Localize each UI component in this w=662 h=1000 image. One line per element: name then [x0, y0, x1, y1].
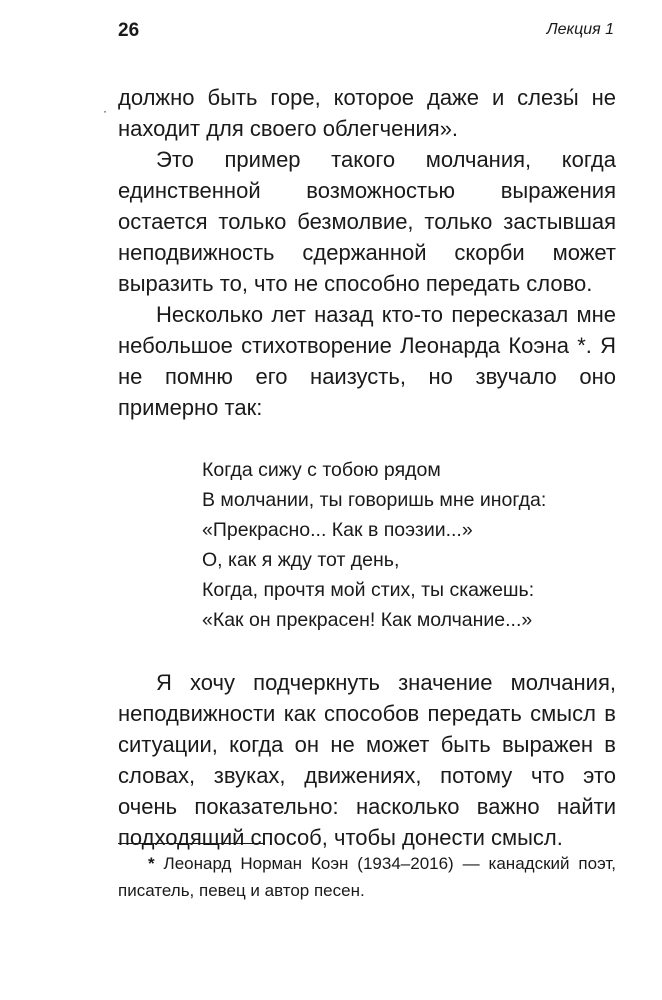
poem-line: О, как я жду тот день, — [202, 549, 400, 571]
margin-mark: · — [103, 104, 107, 118]
poem-line: «Как он прекрасен! Как молчание...» — [202, 609, 533, 631]
paragraph-continued: должно быть горе, которое даже и слезы́ не находит для своего облегчения». — [118, 85, 616, 141]
footnote-divider — [118, 843, 263, 844]
page-header — [118, 20, 614, 44]
poem-line: Когда, прочтя мой стих, ты скажешь: — [202, 579, 535, 601]
footnote-text: Леонард Норман Коэн (1934–2016) — канадский поэт, писатель, певец и автор песен. — [118, 854, 616, 900]
poem-line: Когда сижу с тобою рядом — [202, 459, 441, 481]
poem-block — [202, 455, 616, 635]
footnote-mark: * — [148, 854, 155, 873]
poem-line: В молчании, ты говоришь мне иногда: — [202, 489, 547, 511]
paragraph-cohen-intro: Несколько лет назад кто-то пересказал мне небольшое стихотворение Леонарда Коэна *. Я не помню его наизусть, но звучало оно примерно так: — [118, 302, 616, 420]
main-text — [118, 82, 616, 853]
page-number: 26 — [118, 20, 140, 41]
paragraph-conclusion: Я хочу подчеркнуть значение молчания, неподвижности как способов передать смысл в ситуации, когда он не может быть выражен в словах, звуках, движениях, потому что это очень показательно: насколько важно найти подходящий способ, чтобы донести смысл. — [118, 670, 616, 850]
paragraph-silence-example: Это пример такого молчания, когда единственной возможностью выражения остается только безмолвие, только застывшая неподвижность сдержанной скорби может выразить то, что не способно передать слово. — [118, 147, 616, 296]
running-head: Лекция 1 — [546, 21, 614, 38]
poem-line: «Прекрасно... Как в поэзии...» — [202, 519, 473, 541]
footnote — [118, 850, 616, 904]
